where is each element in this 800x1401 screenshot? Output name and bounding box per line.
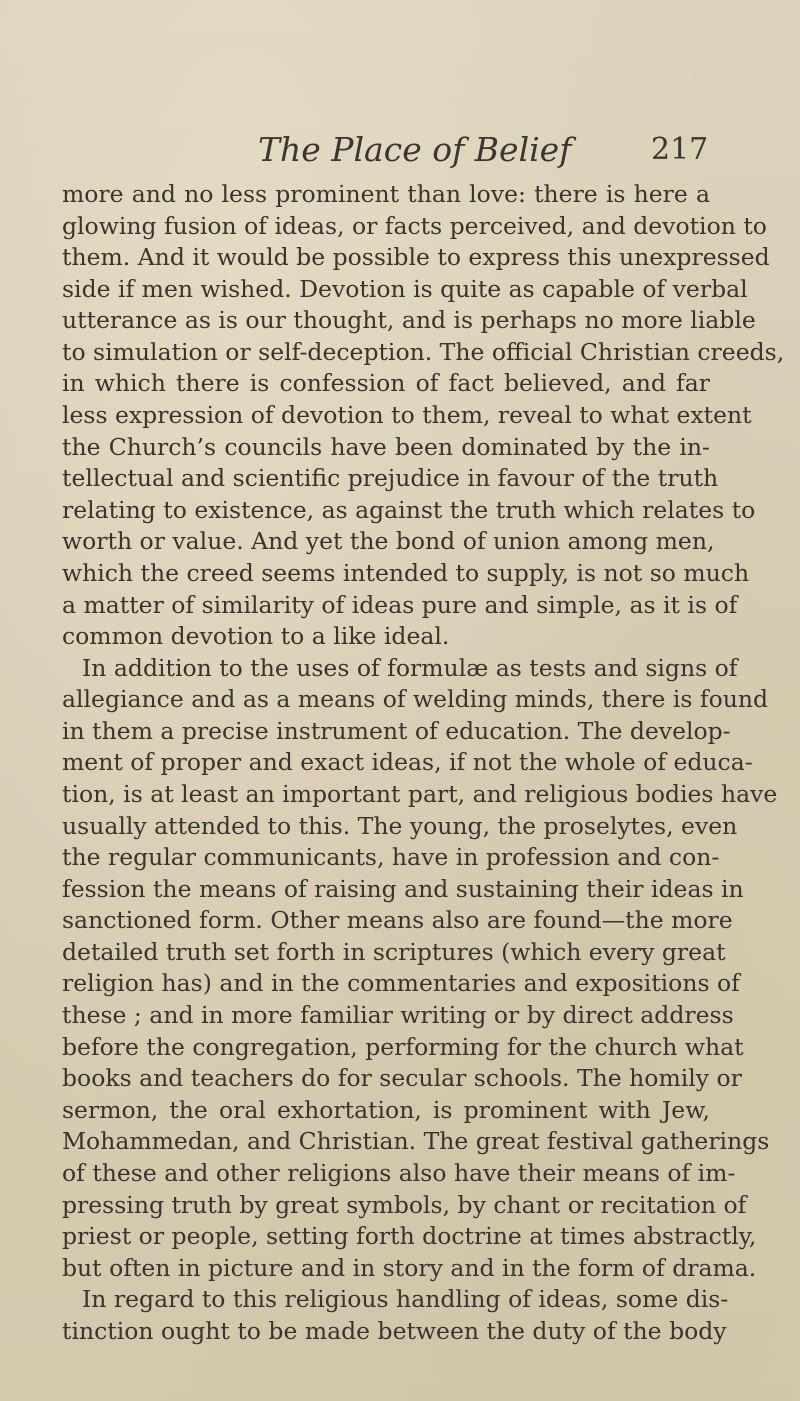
text-line: allegiance and as a means of welding minds, there is found: [62, 685, 769, 714]
text-line: pressing truth by great symbols, by chant or recitation of: [62, 1190, 747, 1219]
text-line: the Church’s councils have been dominated by the in-: [62, 432, 710, 461]
page-header: [0, 128, 800, 172]
text-line: tinction ought to be made between the duty of the body: [62, 1316, 727, 1345]
text-line: utterance as is our thought, and is perhaps no more liable: [62, 306, 756, 335]
text-line: which the creed seems intended to supply, is not so much: [62, 558, 750, 587]
text-line: side if men wished. Devotion is quite as capable of verbal: [62, 274, 748, 303]
text-line: of these and other religions also have their means of im-: [62, 1158, 736, 1187]
text-line: religion has) and in the commentaries and expositions of: [62, 969, 740, 998]
text-line: common devotion to a like ideal.: [62, 622, 450, 651]
text-line: worth or value. And yet the bond of union among men,: [62, 527, 715, 556]
text-line: to simulation or self-deception. The official Christian creeds,: [62, 337, 785, 366]
text-line: detailed truth set forth in scriptures (which every great: [62, 937, 726, 966]
text-line: priest or people, setting forth doctrine at times abstractly,: [62, 1222, 757, 1251]
text-line: In addition to the uses of formulæ as tests and signs of: [82, 653, 738, 682]
text-line: less expression of devotion to them, reveal to what extent: [62, 401, 752, 430]
text-line: books and teachers do for secular schools. The homily or: [62, 1064, 742, 1093]
text-line: In regard to this religious handling of ideas, some dis-: [82, 1285, 729, 1314]
text-line: the regular communicants, have in profession and con-: [62, 843, 720, 872]
text-line: but often in picture and in story and in the form of drama.: [62, 1253, 757, 1282]
page-number: 217: [651, 132, 709, 167]
text-line: Mohammedan, and Christian. The great festival gatherings: [62, 1127, 770, 1156]
text-line: relating to existence, as against the truth which relates to: [62, 495, 756, 524]
text-line: sermon, the oral exhortation, is prominent with Jew,: [62, 1095, 710, 1124]
text-line: more and no less prominent than love: there is here a: [62, 180, 710, 208]
text-line: in them a precise instrument of education. The develop-: [62, 716, 731, 745]
text-line: sanctioned form. Other means also are found—the more: [62, 906, 733, 935]
text-line: usually attended to this. The young, the proselytes, even: [62, 811, 738, 840]
text-line: before the congregation, performing for the church what: [62, 1032, 744, 1061]
text-line: glowing fusion of ideas, or facts perceived, and devotion to: [62, 211, 767, 240]
text-line: a matter of similarity of ideas pure and simple, as it is of: [62, 590, 738, 619]
text-line: these ; and in more familiar writing or by direct address: [62, 1001, 734, 1030]
text-line: fession the means of raising and sustaining their ideas in: [62, 874, 744, 903]
text-line: tellectual and scientific prejudice in favour of the truth: [62, 464, 719, 493]
body-text: [62, 179, 785, 1347]
text-line: them. And it would be possible to express this unexpressed: [62, 243, 770, 272]
running-head: The Place of Belief: [258, 130, 572, 169]
text-line: in which there is confession of fact believed, and far: [62, 369, 710, 398]
text-line: tion, is at least an important part, and religious bodies have: [62, 779, 778, 808]
text-line: ment of proper and exact ideas, if not the whole of educa-: [62, 748, 753, 777]
